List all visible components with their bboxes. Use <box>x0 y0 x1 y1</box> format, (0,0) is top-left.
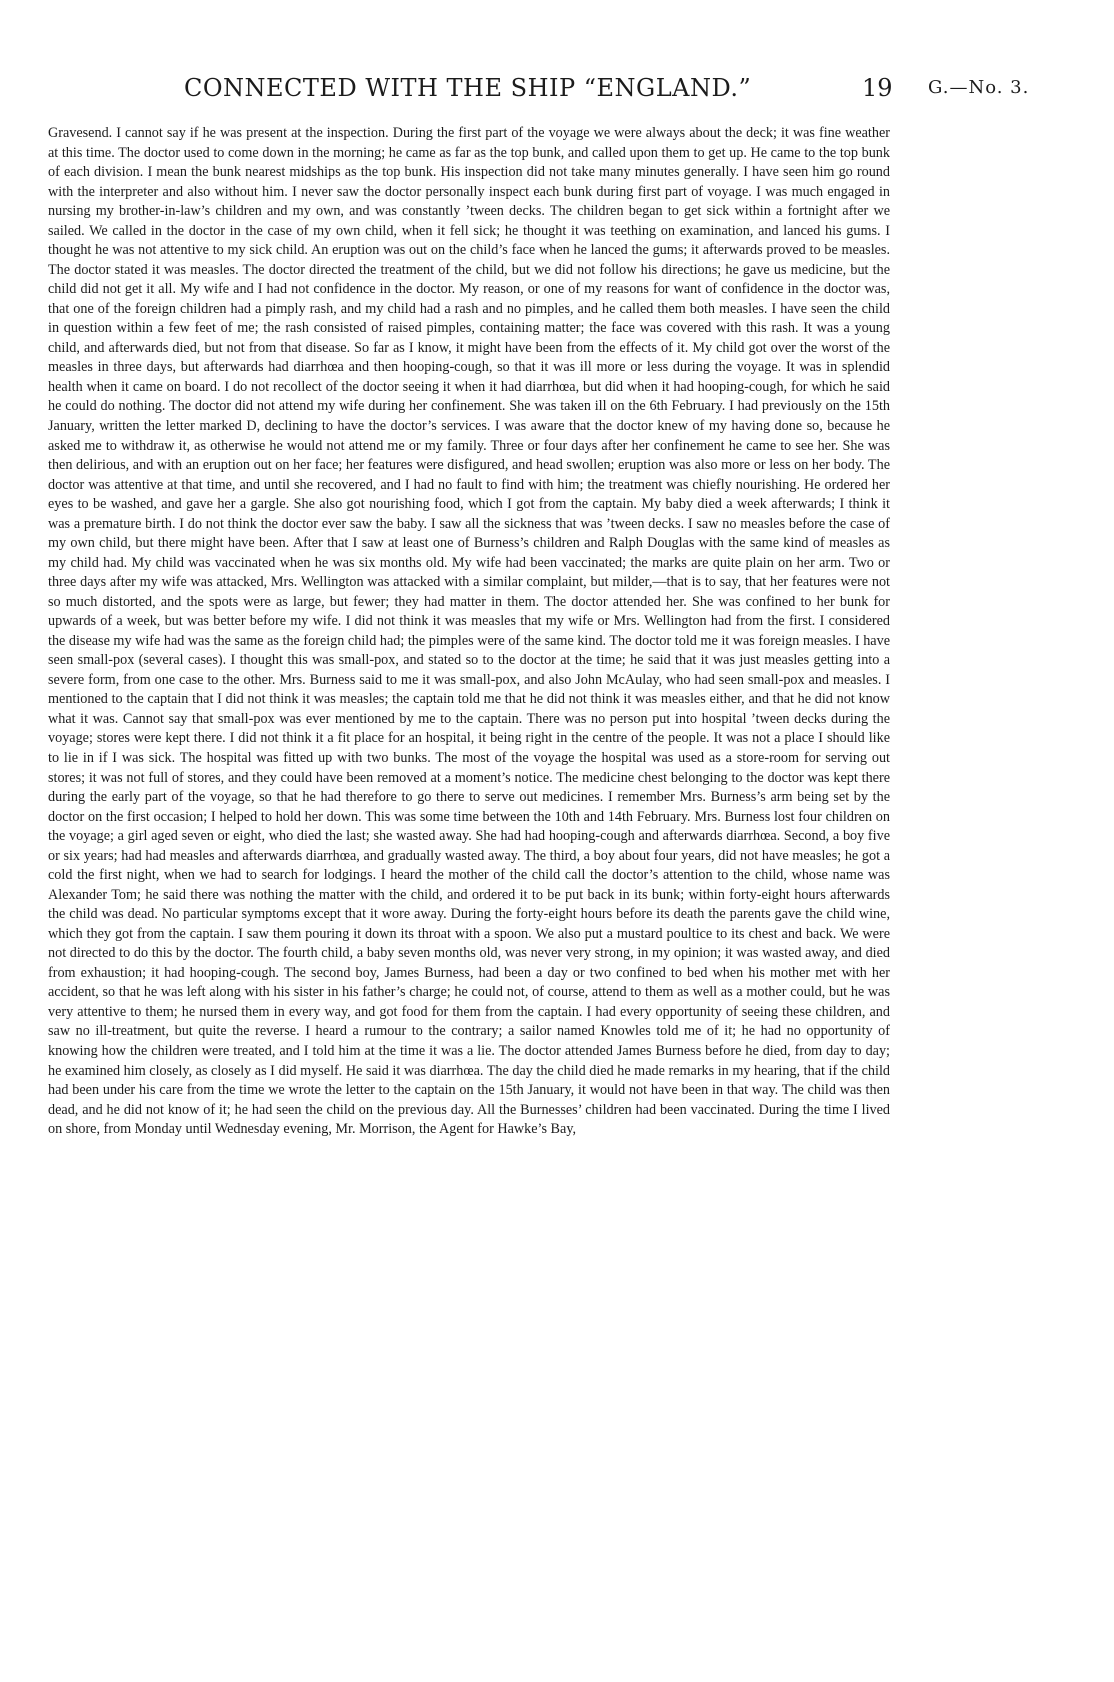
page-number: 19 <box>862 74 893 102</box>
testimony-paragraph: Gravesend. I cannot say if he was present at the inspection. During the first part of the voyage we were always about the deck; it was fine weather at this time. The doctor used to come down in the morning; he came as far as the top bunk, and called upon them to get up. He came to the top bunk of each division. I mean the bunk nearest midships as the top bunk. His inspection did not take many minutes generally. I have seen him go round with the interpreter and also without him. I never saw the doctor personally inspect each bunk during first part of voyage. I was much engaged in nursing my brother-in-law’s children and my own, and was constantly ’tween decks. The children began to get sick within a fortnight after we sailed. We called in the doctor in the case of my own child, when it fell sick; he thought it was teething on examination, and lanced his gums. I thought he was not attentive to my sick child. An eruption was out on the child’s face when he lanced the gums; it afterwards proved to be measles. The doctor stated it was measles. The doctor directed the treatment of the child, but we did not follow his directions; he gave us medicine, but the child did not get it all. My wife and I had not confidence in the doctor. My reason, or one of my reasons for want of confidence in the doctor was, that one of the foreign children had a pimply rash, and my child had a rash and no pimples, and he called them both measles. I have seen the child in question within a few feet of me; the rash consisted of raised pimples, containing matter; the face was covered with this rash. It was a young child, and afterwards died, but not from that disease. So far as I know, it might have been from the effects of it. My child got over the worst of the measles in three days, but afterwards had diarrhœa and then hooping-cough, so that it was ill more or less during the voyage. It was in splendid health when it came on board. I do not recollect of the doctor seeing it when it had diarrhœa, but did when it had hooping-cough, for which he said he could do nothing. The doctor did not attend my wife during her confinement. She was taken ill on the 6th February. I had previously on the 15th January, written the letter marked D, declining to have the doctor’s services. I was aware that the doctor knew of my having done so, because he asked me to withdraw it, as otherwise he would not attend me or my family. Three or four days after her confinement he came to see her. She was then delirious, and with an eruption out on her face; her features were disfigured, and head swollen; eruption was also more or less on her body. The doctor was attentive at that time, and until she recovered, and I had no fault to find with him; the treatment was chiefly nourishing. He ordered her eyes to be washed, and gave her a gargle. She also got nourishing food, which I got from the captain. My baby died a week afterwards; I think it was a premature birth. I do not think the doctor ever saw the baby. I saw all the sickness that was ’tween decks. I saw no measles before the case of my own child, but there might have been. After that I saw at least one of Burness’s children and Ralph Douglas with the same kind of measles as my child had. My child was vaccinated when he was six months old. My wife had been vaccinated; the marks are quite plain on her arm. Two or three days after my wife was attacked, Mrs. Wellington was attacked with a similar complaint, but milder,—that is to say, that her features were not so much distorted, and the spots were as large, but fewer; they had matter in them. The doctor attended her. She was confined to her bunk for upwards of a week, but was better before my wife. I did not think it was measles that my wife or Mrs. Wellington had from the first. I considered the disease my wife had was the same as the foreign child had; the pimples were of the same kind. The doctor told me it was foreign measles. I have seen small-pox (several cases). I thought this was small-pox, and stated so to the doctor at the time; he said that it was just measles getting into a severe form, from one case to the other. Mrs. Burness said to me it was small-pox, and also John McAulay, who had seen small-pox and measles. I mentioned to the captain that I did not think it was measles; the captain told me that he did not think it was measles either, and that he did not know what it was. Cannot say that small-pox was ever mentioned by me to the captain. There was no person put into hospital ’tween decks during the voyage; stores were kept there. I did not think it a fit place for an hospital, it being right in the centre of the people. It was not a place I should like to lie in if I was sick. The hospital was fitted up with two bunks. The most of the voyage the hospital was used as a store-room for serving out stores; it was not full of stores, and they could have been removed at a moment’s notice. The medicine chest belonging to the doctor was kept there during the early part of the voyage, so that he had therefore to go there to serve out medicines. I remember Mrs. Burness’s arm being set by the doctor on the first occasion; I helped to hold her down. This was some time between the 10th and 14th February. Mrs. Burness lost four children on the voyage; a girl aged seven or eight, who died the last; she wasted away. She had had hooping-cough and afterwards diarrhœa. Second, a boy five or six years; had had measles and afterwards diarrhœa, and gradually wasted away. The third, a boy about four years, did not have measles; he got a cold the first night, when we had to search for lodgings. I heard the mother of the child call the doctor’s attention to the child, whose name was Alexander Tom; he said there was nothing the matter with the child, and ordered it to be put back in its bunk; within forty-eight hours afterwards the child was dead. No particular symptoms except that it wore away. During the forty-eight hours before its death the parents gave the child wine, which they got from the captain. I saw them pouring it down its throat with a spoon. We also put a mustard poultice to its chest and back. We were not directed to do this by the doctor. The fourth child, a baby seven months old, was never very strong, in my opinion; it was wasted away, and died from exhaustion; it had hooping-cough. The second boy, James Burness, had been a day or two confined to bed when his mother met with her accident, so that he was left along with his sister in his father’s charge; he could not, of course, attend to them as well as a mother could, but he was very attentive to them; he nursed them in every way, and got food for them from the captain. I had every opportunity of seeing these children, and saw no ill-treatment, but quite the reverse. I heard a rumour to the contrary; a sailor named Knowles told me of it; he had no opportunity of knowing how the children were treated, and I told him at the time it was a lie. The doctor attended James Burness before he died, from day to day; he examined him closely, as closely as I did myself. He said it was diarrhœa. The day the child died he made remarks in my hearing, that if the child had been under his care from the time we wrote the letter to the captain on the 15th January, it would not have been in that way. The child was then dead, and he did not know of it; he had seen the child on the previous day. All the Burnesses’ children had been vaccinated. During the time I lived on shore, from Monday until Wednesday evening, Mr. Morrison, the Agent for Hawke’s Bay, <box>48 125 890 1138</box>
page-header <box>48 74 1058 110</box>
running-head: CONNECTED WITH THE SHIP “ENGLAND.” <box>184 74 752 102</box>
paper-reference: G.—No. 3. <box>928 77 1030 98</box>
